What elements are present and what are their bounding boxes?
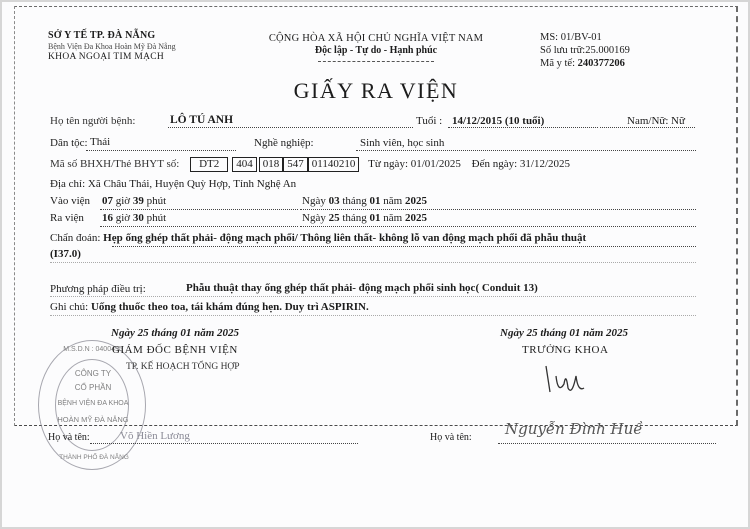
hospital-name: Bệnh Viện Đa Khoa Hoàn Mỹ Đà Nẵng bbox=[48, 42, 176, 51]
patient-name-label: Họ tên người bệnh: bbox=[50, 115, 136, 127]
valid-from-label: Từ ngày: bbox=[368, 158, 408, 171]
insurance-number bbox=[190, 157, 359, 172]
dotted-line bbox=[498, 443, 716, 444]
dotted-line bbox=[100, 209, 298, 210]
diagnosis-row bbox=[50, 232, 586, 244]
country-name: CỘNG HÒA XÃ HỘI CHỦ NGHĨA VIỆT NAM bbox=[268, 33, 484, 44]
director-title: GIÁM ĐỐC BỆNH VIỆN bbox=[112, 344, 238, 356]
patient-ethnicity: Thái bbox=[90, 136, 111, 148]
head-handwritten-name: Nguyễn Đình Huề bbox=[505, 420, 643, 438]
document-title: GIẤY RA VIỆN bbox=[293, 78, 459, 103]
stamp-line-2: CỔ PHẦN bbox=[74, 383, 112, 392]
dotted-line bbox=[50, 315, 696, 316]
stamp-line-3: BỆNH VIỆN ĐA KHOA bbox=[57, 400, 129, 407]
patient-occupation: Sinh viên, học sinh bbox=[360, 137, 445, 149]
form-code: MS: 01/BV-01 bbox=[540, 32, 602, 43]
archive-number: Số lưu trữ:25.000169 bbox=[540, 45, 630, 56]
dotted-line bbox=[112, 246, 696, 247]
head-signature-mark bbox=[542, 362, 622, 398]
diagnosis-code: (I37.0) bbox=[50, 248, 81, 260]
insurance-part: 01140210 bbox=[308, 157, 360, 172]
patient-age: 14/12/2015 (10 tuổi) bbox=[452, 115, 545, 127]
dotted-line bbox=[86, 150, 236, 151]
dotted-line bbox=[300, 226, 696, 227]
right-name-label: Họ và tên: bbox=[430, 432, 472, 443]
diagnosis-text: Hẹp ống ghép thất phải- động mạch phổi/ Thông liên thất- không lỗ van động mạch phổi đã phẫu thuật bbox=[103, 232, 587, 244]
stamp-line-1: CÔNG TY bbox=[74, 369, 112, 378]
document-codes bbox=[540, 31, 630, 70]
valid-to-label: Đến ngày: bbox=[471, 158, 518, 171]
note-label: Ghi chú: bbox=[50, 301, 89, 313]
motto-underline bbox=[318, 61, 434, 62]
dotted-line bbox=[600, 127, 695, 128]
insurance-part: 018 bbox=[259, 157, 284, 172]
medical-id: Mã y tế: 240377206 bbox=[540, 58, 625, 69]
insurance-row bbox=[50, 157, 570, 172]
motto: Độc lập - Tự do - Hạnh phúc bbox=[314, 45, 438, 56]
department-of-health: SỞ Y TẾ TP. ĐÀ NẴNG bbox=[48, 30, 156, 41]
national-motto bbox=[236, 33, 516, 62]
issuer-block bbox=[48, 30, 176, 63]
director-subtitle: TP. KẾ HOẠCH TỔNG HỢP bbox=[126, 362, 240, 372]
dotted-line bbox=[168, 127, 413, 128]
dotted-line bbox=[356, 150, 696, 151]
diagnosis-label: Chẩn đoán: bbox=[50, 232, 101, 244]
director-name: Võ Hiền Lương bbox=[120, 430, 190, 442]
age-label: Tuổi : bbox=[416, 115, 443, 127]
ethnicity-label: Dân tộc: bbox=[50, 137, 88, 149]
patient-name: LÔ TÚ ANH bbox=[170, 114, 234, 126]
admission-time: 07 giờ 39 phút bbox=[102, 195, 167, 207]
stamp-line-4: HOÀN MỸ ĐÀ NẴNG bbox=[57, 415, 129, 424]
treatment-label: Phương pháp điều trị: bbox=[50, 283, 146, 295]
dotted-line bbox=[90, 443, 358, 444]
treatment-text: Phẫu thuật thay ống ghép thất phải- động mạch phổi sinh học( Conduit 13) bbox=[186, 282, 538, 294]
discharge-date: Ngày 25 tháng 01 năm 2025 bbox=[302, 212, 427, 224]
valid-from: 01/01/2025 bbox=[410, 158, 461, 171]
insurance-part: DT2 bbox=[190, 157, 228, 172]
note-text: Uống thuốc theo toa, tái khám đúng hẹn. Duy trì ASPIRIN. bbox=[90, 301, 369, 313]
left-name-label: Họ và tên: bbox=[48, 432, 90, 443]
right-signature-date: Ngày 25 tháng 01 năm 2025 bbox=[500, 327, 629, 339]
address-row bbox=[50, 178, 296, 190]
left-signature-date: Ngày 25 tháng 01 năm 2025 bbox=[111, 327, 240, 339]
dotted-line bbox=[448, 127, 598, 128]
insurance-part: 547 bbox=[283, 157, 308, 172]
stamp-ring-bottom: THÀNH PHỐ ĐÀ NẴNG bbox=[59, 454, 129, 461]
dotted-line bbox=[50, 262, 696, 263]
admission-date: Ngày 03 tháng 01 năm 2025 bbox=[302, 195, 427, 207]
valid-to: 31/12/2025 bbox=[519, 158, 571, 171]
discharge-label: Ra viện bbox=[50, 212, 84, 224]
admission-label: Vào viện bbox=[50, 195, 91, 207]
head-of-department-title: TRƯỞNG KHOA bbox=[522, 344, 609, 356]
address-label: Địa chỉ: bbox=[50, 178, 86, 190]
discharge-time: 16 giờ 30 phút bbox=[102, 212, 167, 224]
dotted-line bbox=[50, 296, 696, 297]
dotted-line bbox=[100, 226, 298, 227]
insurance-part: 404 bbox=[232, 157, 257, 172]
patient-gender: Nữ bbox=[671, 115, 685, 127]
stamp-ring-top: M.S.D.N : 0400495 bbox=[63, 346, 123, 353]
dotted-line bbox=[300, 209, 696, 210]
gender-label: Nam/Nữ: bbox=[627, 115, 669, 127]
occupation-label: Nghề nghiệp: bbox=[254, 137, 314, 149]
patient-address: Xã Châu Thái, Huyện Quỳ Hợp, Tỉnh Nghệ An bbox=[87, 178, 297, 190]
department-name: KHOA NGOẠI TIM MẠCH bbox=[48, 52, 165, 62]
patient-name-row bbox=[50, 115, 135, 127]
note-row bbox=[50, 301, 369, 313]
hospital-stamp bbox=[38, 340, 146, 470]
insurance-label: Mã số BHXH/Thẻ BHYT số: bbox=[50, 158, 180, 171]
